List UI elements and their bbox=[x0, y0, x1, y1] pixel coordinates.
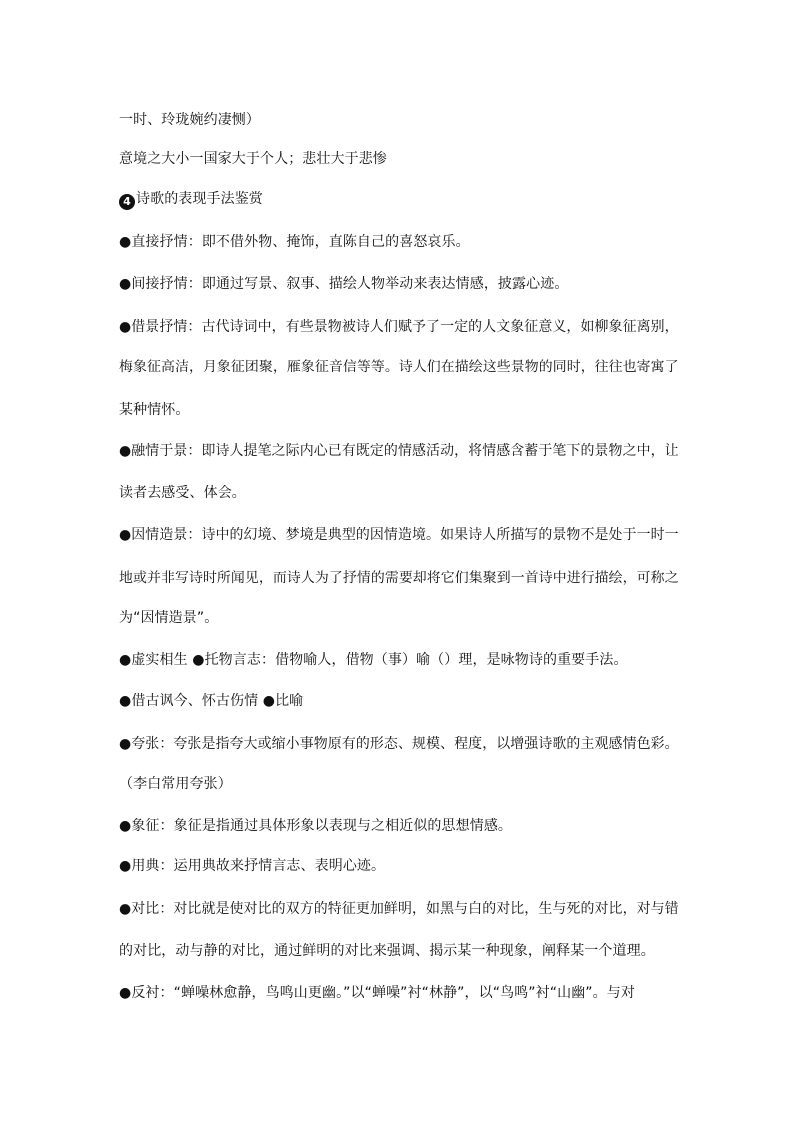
text-line: 为“因情造景”。 bbox=[119, 610, 219, 626]
text-line: 读者去感受、体会。 bbox=[119, 485, 246, 501]
text-line: 的对比，动与静的对比，通过鲜明的对比来强调、揭示某一种现象，阐释某一个道理。 bbox=[119, 943, 655, 959]
text-line: ●夸张：夸张是指夸大或缩小事物原有的形态、规模、程度，以增强诗歌的主观感情色彩。 bbox=[119, 736, 679, 752]
text-line: 地或并非写诗时所闻见，而诗人为了抒情的需要却将它们集聚到一首诗中进行描绘，可称之 bbox=[119, 570, 679, 586]
text-line: ●直接抒情：即不借外物、掩饰，直陈自己的喜怒哀乐。 bbox=[119, 234, 470, 250]
section-heading-text: 诗歌的表现手法鉴赏 bbox=[136, 191, 263, 207]
text-line: ●用典：运用典故来抒情言志、表明心迹。 bbox=[119, 858, 386, 874]
text-line: 某种情怀。 bbox=[119, 402, 190, 418]
text-line: ●反衬：“蝉噪林愈静，鸟鸣山更幽。”以“蝉噪”衬“林静”，以“鸟鸣”衬“山幽”。与对 bbox=[119, 985, 635, 1001]
text-line: 一时、玲珑婉约凄恻） bbox=[119, 112, 260, 128]
text-line: （李白常用夸张） bbox=[119, 776, 232, 792]
text-line: ●对比：对比就是使对比的双方的特征更加鲜明，如黑与白的对比，生与死的对比，对与错 bbox=[119, 901, 679, 917]
text-line: ●融情于景：即诗人提笔之际内心已有既定的情感活动，将情感含蓄于笔下的景物之中，让 bbox=[119, 443, 679, 459]
text-line: ●因情造景：诗中的幻境、梦境是典型的因情造境。如果诗人所描写的景物不是处于一时一 bbox=[119, 527, 679, 543]
section-heading bbox=[119, 189, 263, 210]
text-line: ●间接抒情：即通过写景、叙事、描绘人物举动来表达情感，披露心迹。 bbox=[119, 276, 569, 292]
text-line: ●象征：象征是指通过具体形象以表现与之相近似的思想情感。 bbox=[119, 818, 513, 834]
text-line: 意境之大小一国家大于个人；悲壮大于悲惨 bbox=[119, 151, 387, 167]
text-line: ●虚实相生 ●托物言志：借物喻人，借物（事）喻（）理，是咏物诗的重要手法。 bbox=[119, 652, 628, 668]
text-line: ●借景抒情：古代诗词中，有些景物被诗人们赋予了一定的人文象征意义，如柳象征离别， bbox=[119, 319, 679, 335]
circled-number-icon: 4 bbox=[119, 194, 135, 210]
text-line: 梅象征高洁，月象征团聚，雁象征音信等等。诗人们在描绘这些景物的同时，往往也寄寓了 bbox=[119, 359, 679, 375]
text-line: ●借古讽今、怀古伤情 ●比喻 bbox=[119, 693, 304, 709]
